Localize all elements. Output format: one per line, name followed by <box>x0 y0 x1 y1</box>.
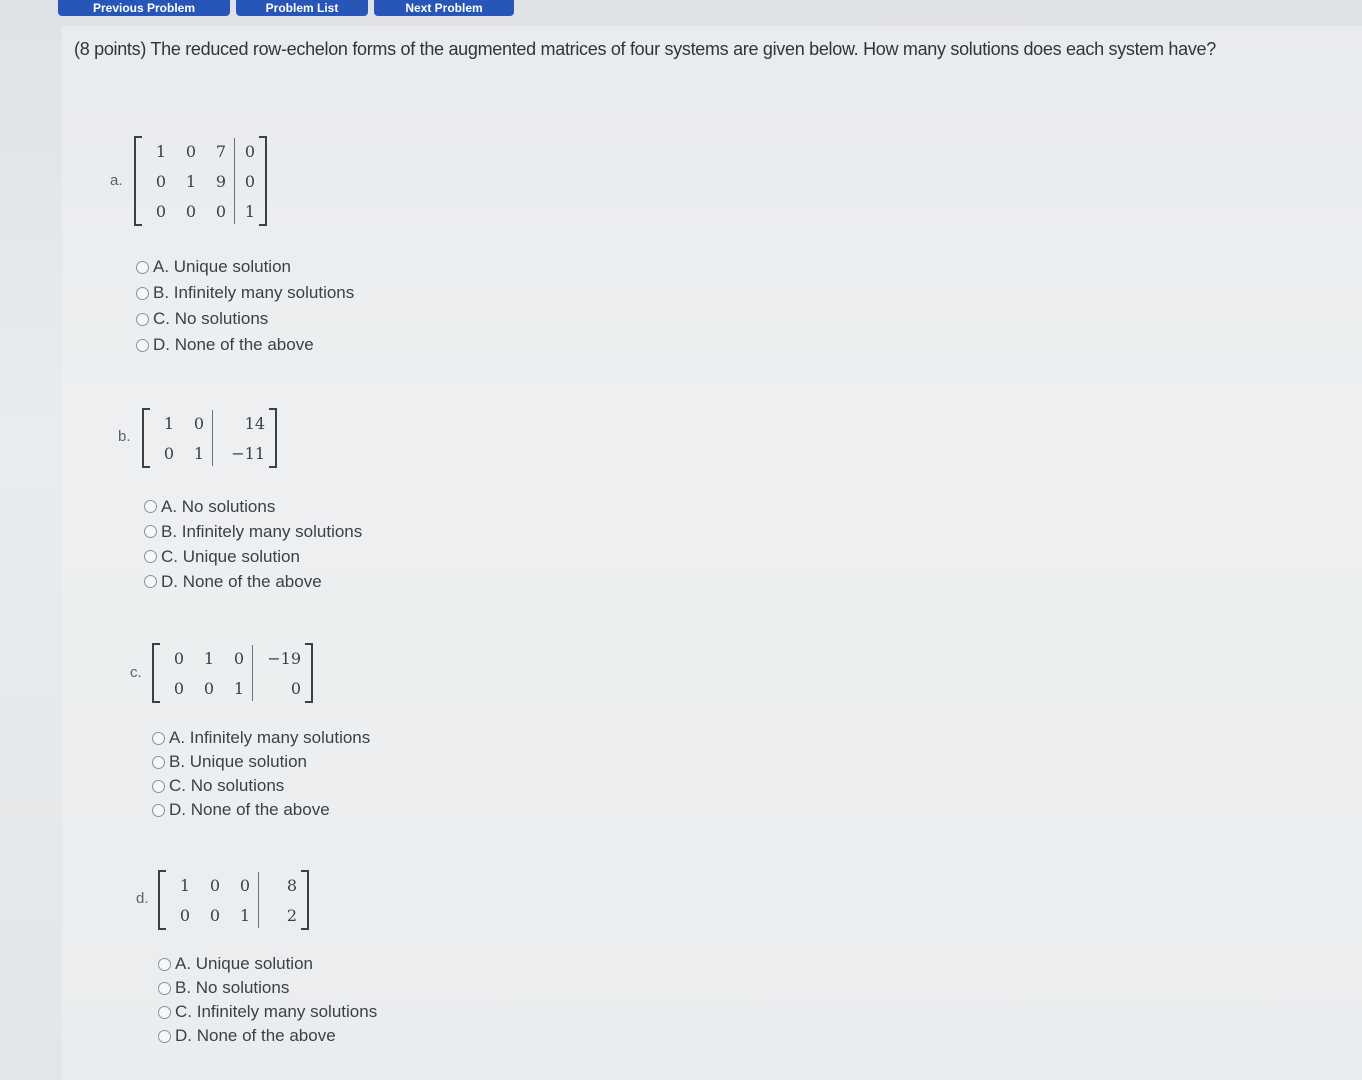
part-d-matrix <box>158 870 309 930</box>
matrix-cell: 1 <box>193 443 204 463</box>
choice-label: C. No solutions <box>153 309 269 328</box>
choice-label: D. None of the above <box>169 800 330 819</box>
choice-label: A. Unique solution <box>153 257 291 276</box>
choice-option[interactable] <box>158 976 377 1000</box>
choice-option[interactable] <box>144 569 362 594</box>
part-c-label: c. <box>130 664 142 681</box>
part-d-label: d. <box>136 890 149 907</box>
matrix-cell: 2 <box>286 905 297 925</box>
part-b-matrix <box>142 408 277 468</box>
problem-navigation <box>58 0 514 16</box>
left-bracket <box>142 408 150 468</box>
left-bracket <box>158 870 166 930</box>
previous-problem-button[interactable]: Previous Problem <box>58 0 230 16</box>
matrix-cell: 0 <box>209 875 220 895</box>
matrix-cell: 0 <box>203 678 214 698</box>
matrix-cell: 0 <box>209 905 220 925</box>
choice-option[interactable] <box>152 726 370 750</box>
part-a-matrix <box>134 136 267 226</box>
matrix-cell: 0 <box>244 141 255 161</box>
matrix-cell: 1 <box>244 201 255 221</box>
choice-label: A. Unique solution <box>175 954 313 973</box>
matrix-cell: 0 <box>290 678 301 698</box>
part-d-choices <box>158 952 377 1048</box>
radio-button[interactable] <box>158 982 171 995</box>
choice-option[interactable] <box>152 750 370 774</box>
choice-option[interactable] <box>158 1000 377 1024</box>
radio-button[interactable] <box>144 525 157 538</box>
choice-label: A. Infinitely many solutions <box>169 728 371 747</box>
matrix-cell: 1 <box>233 678 244 698</box>
matrix-cell: 7 <box>215 141 226 161</box>
matrix-cell: 0 <box>155 201 166 221</box>
radio-button[interactable] <box>152 756 165 769</box>
right-bracket <box>269 408 277 468</box>
choice-label: B. Infinitely many solutions <box>161 521 363 541</box>
choice-option[interactable] <box>136 306 354 332</box>
radio-button[interactable] <box>152 780 165 793</box>
choice-option[interactable] <box>158 952 377 976</box>
choice-label: C. No solutions <box>169 776 285 795</box>
radio-button[interactable] <box>144 550 157 563</box>
choice-option[interactable] <box>158 1024 377 1048</box>
matrix-cell: 1 <box>155 141 166 161</box>
matrix-cell: 0 <box>239 875 250 895</box>
choice-option[interactable] <box>144 519 362 544</box>
choice-option[interactable] <box>152 774 370 798</box>
coefficient-grid <box>170 870 250 930</box>
right-bracket <box>301 870 309 930</box>
matrix-cell: 0 <box>173 648 184 668</box>
rhs-column <box>243 136 255 226</box>
choice-option[interactable] <box>152 798 370 822</box>
choice-option[interactable] <box>144 544 362 569</box>
question-text: (8 points) The reduced row-echelon forms of the augmented matrices of four systems are given below. How many solutions does each system have? <box>74 39 1216 59</box>
coefficient-grid <box>154 408 204 468</box>
radio-button[interactable] <box>136 339 149 352</box>
choice-label: B. Unique solution <box>169 752 307 771</box>
part-a-label: a. <box>110 172 123 189</box>
problem-list-button[interactable]: Problem List <box>236 0 368 16</box>
radio-button[interactable] <box>136 287 149 300</box>
matrix-cell: 1 <box>239 905 250 925</box>
matrix-cell: 14 <box>244 413 265 433</box>
rhs-column <box>221 408 265 468</box>
matrix-cell: −19 <box>267 648 301 668</box>
augment-divider <box>252 645 253 701</box>
left-bracket <box>134 136 142 226</box>
left-bracket <box>152 643 160 703</box>
choice-label: D. None of the above <box>153 335 314 354</box>
matrix-cell: 0 <box>233 648 244 668</box>
radio-button[interactable] <box>152 732 165 745</box>
part-c-matrix <box>152 643 313 703</box>
matrix-cell: 0 <box>185 201 196 221</box>
matrix-cell: 0 <box>179 905 190 925</box>
matrix-cell: 0 <box>244 171 255 191</box>
part-b-label: b. <box>118 428 131 445</box>
choice-label: B. No solutions <box>175 978 290 997</box>
next-problem-button[interactable]: Next Problem <box>374 0 514 16</box>
right-bracket <box>305 643 313 703</box>
choice-label: A. No solutions <box>161 496 276 516</box>
matrix-cell: 8 <box>286 875 297 895</box>
part-a-choices <box>136 254 354 358</box>
radio-button[interactable] <box>144 575 157 588</box>
matrix-cell: 0 <box>163 443 174 463</box>
radio-button[interactable] <box>152 804 165 817</box>
radio-button[interactable] <box>136 313 149 326</box>
augment-divider <box>258 872 259 928</box>
matrix-cell: 0 <box>155 171 166 191</box>
choice-label: C. Unique solution <box>161 546 300 566</box>
radio-button[interactable] <box>158 1030 171 1043</box>
choice-label: C. Infinitely many solutions <box>175 1002 378 1021</box>
choice-label: D. None of the above <box>175 1026 336 1045</box>
coefficient-grid <box>146 136 226 226</box>
radio-button[interactable] <box>158 1006 171 1019</box>
right-bracket <box>259 136 267 226</box>
coefficient-grid <box>164 643 244 703</box>
rhs-column <box>267 870 297 930</box>
matrix-cell: 1 <box>203 648 214 668</box>
matrix-cell: 0 <box>185 141 196 161</box>
choice-option[interactable] <box>136 280 354 306</box>
choice-label: D. None of the above <box>161 571 322 591</box>
radio-button[interactable] <box>158 958 171 971</box>
choice-option[interactable] <box>144 494 362 519</box>
augment-divider <box>234 138 235 224</box>
matrix-cell: 0 <box>193 413 204 433</box>
part-b-choices <box>144 494 362 594</box>
choice-option[interactable] <box>136 332 354 358</box>
matrix-cell: 0 <box>173 678 184 698</box>
rhs-column <box>261 643 301 703</box>
matrix-cell: 1 <box>179 875 190 895</box>
choice-option[interactable] <box>136 254 354 280</box>
matrix-cell: 1 <box>163 413 174 433</box>
radio-button[interactable] <box>144 500 157 513</box>
matrix-cell: 1 <box>185 171 196 191</box>
radio-button[interactable] <box>136 261 149 274</box>
matrix-cell: 0 <box>215 201 226 221</box>
choice-label: B. Infinitely many solutions <box>153 283 355 302</box>
part-c-choices <box>152 726 370 822</box>
matrix-cell: 9 <box>215 171 226 191</box>
augment-divider <box>212 410 213 466</box>
matrix-cell: −11 <box>231 443 265 463</box>
